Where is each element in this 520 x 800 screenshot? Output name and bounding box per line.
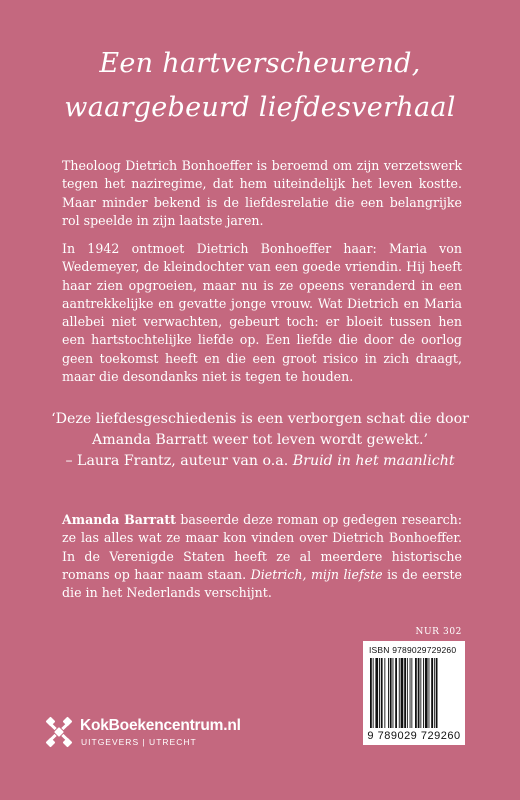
barcode-bar — [434, 658, 435, 728]
quote-attribution-title: Bruid in het maanlicht — [292, 453, 455, 469]
barcode-bar — [370, 658, 372, 728]
quote-attribution-author: – Laura Frantz, auteur van o.a. — [65, 453, 293, 469]
author-bio-text-a: baseerde deze roman op gedegen research: ze las alles wat ze maar kon vinden over Dietrich Bonhoeffer. In de Verenigde Staten heeft ze al meerdere historische romans op haar naam staan. — [62, 512, 462, 582]
barcode-bar — [395, 658, 397, 728]
isbn-digits: 9 789029 729260 — [367, 730, 461, 742]
tagline-line-1: Een hartverscheurend, — [99, 48, 421, 79]
barcode-bar — [390, 658, 392, 728]
quote-line-1: ‘Deze liefdesgeschiedenis is een verborgen schat die door — [51, 411, 469, 427]
quote-attribution — [40, 451, 480, 472]
barcode-bar — [420, 658, 421, 728]
barcode-bar — [384, 658, 385, 728]
barcode-bar — [379, 658, 380, 728]
author-name: Amanda Barratt — [62, 512, 176, 527]
barcode-bar — [429, 658, 430, 728]
nur-code: NUR 302 — [415, 627, 462, 637]
publisher-logo — [44, 713, 284, 753]
barcode-bar — [401, 658, 404, 728]
barcode-bar — [404, 658, 406, 728]
barcode-bar — [425, 658, 428, 728]
tagline — [0, 42, 520, 130]
publisher-name: KokBoekencentrum.nl — [80, 717, 241, 734]
barcode-bar — [407, 658, 408, 728]
barcode-bar — [410, 658, 411, 728]
barcode-bar — [411, 658, 412, 728]
x-logo-icon — [44, 716, 74, 750]
barcode-bar — [431, 658, 433, 728]
tagline-line-2: waargebeurd liefdesverhaal — [64, 92, 456, 123]
barcode-bar — [399, 658, 400, 728]
barcode-bar — [388, 658, 389, 728]
barcode-bar — [393, 658, 394, 728]
barcode-bar — [423, 658, 424, 728]
barcode-box — [363, 641, 465, 745]
blurb-paragraph-1: Theoloog Dietrich Bonhoeffer is beroemd om zijn verzetswerk tegen het naziregime, dat hem uiteindelijk het leven kostte. Maar minder bekend is de liefdesrelatie die een belangrijke rol speelde in zijn laatste jaren. — [62, 158, 462, 228]
isbn-label: ISBN 9789029729260 — [369, 645, 457, 655]
quote-line-2: Amanda Barratt weer tot leven wordt gewekt.’ — [92, 432, 428, 448]
author-bio-book-title: Dietrich, mijn liefste — [250, 566, 383, 582]
barcode-bar — [375, 658, 378, 728]
review-quote — [40, 409, 480, 472]
barcode-bar — [418, 658, 420, 728]
author-bio-text-b: is de eerste die in het Nederlands verschijnt. — [62, 566, 462, 601]
barcode-bars — [369, 658, 459, 728]
blurb-paragraph-2: In 1942 ontmoet Dietrich Bonhoeffer haar: Maria von Wedemeyer, de kleindochter van een goede vriendin. Hij heeft haar zien opgroeien, maar nu is ze opeens veranderd in een aantrekkelijke en gevatte jonge vrouw. Wat Dietrich en Maria allebei niet verwachten, gebeurt toch: er bloeit tussen hen een hartstochtelijke liefde op. Een liefde die door de oorlog geen toekomst heeft en die een groot risico in zich draagt, maar die desondanks niet is tegen te houden. — [62, 241, 462, 385]
publisher-subtitle: UITGEVERS | UTRECHT — [81, 737, 197, 747]
barcode-bar — [415, 658, 417, 728]
author-bio — [62, 511, 462, 602]
barcode-bar — [381, 658, 383, 728]
barcode-bar — [436, 658, 438, 728]
barcode-bar — [373, 658, 374, 728]
